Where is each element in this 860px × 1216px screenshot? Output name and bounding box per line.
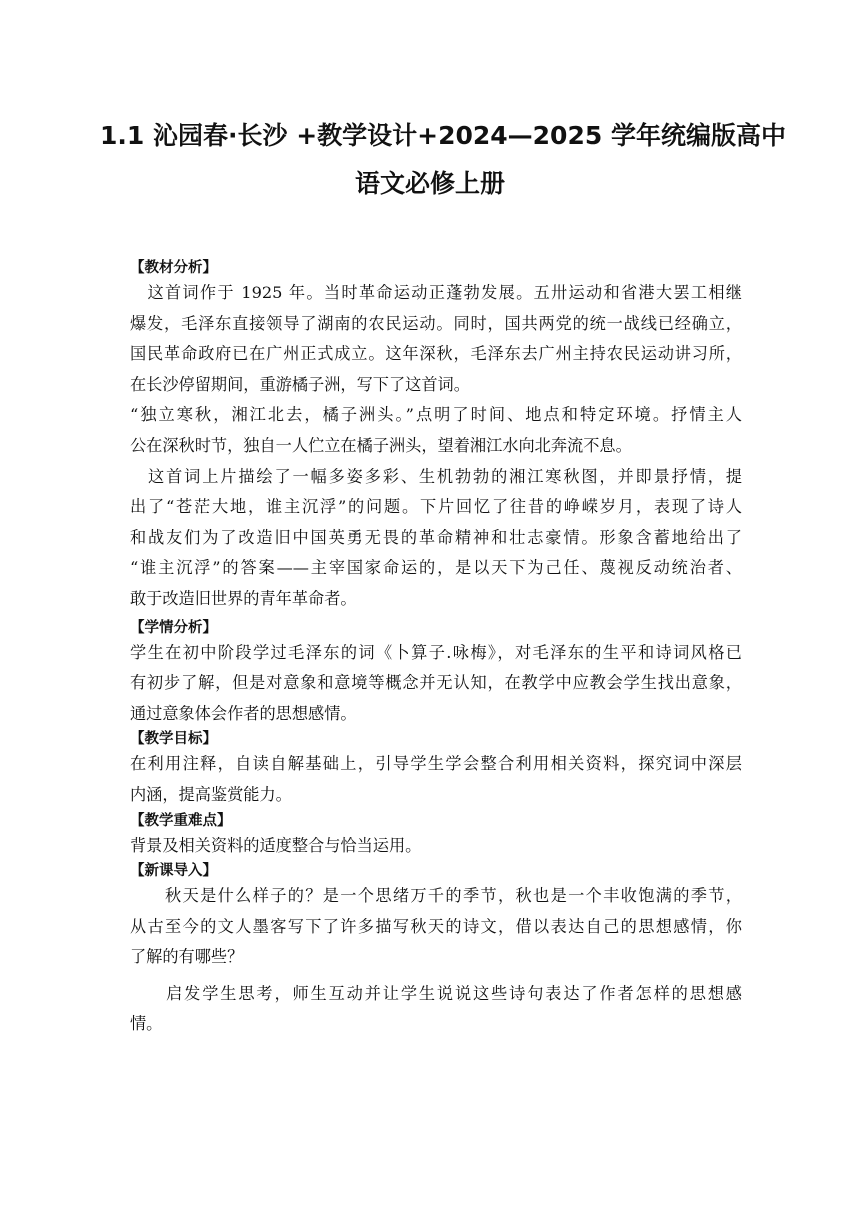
document-body <box>130 258 742 1040</box>
paragraph-textbook-analysis-2 <box>130 400 742 461</box>
text-line: 和战友们为了改造旧中国英勇无畏的革命精神和壮志豪情。形象含蓄地给出了 <box>130 527 742 547</box>
section-heading-lesson-intro: 【新课导入】 <box>130 863 217 880</box>
text-line: “谁主沉浮”的答案——主宰国家命运的，是以天下为己任、蔑视反动统治者、 <box>130 558 742 578</box>
text-line: 了解的有哪些？ <box>130 947 244 967</box>
text-line: 在长沙停留期间，重游橘子洲，写下了这首词。 <box>130 374 470 394</box>
paragraph-textbook-analysis-3 <box>130 462 742 615</box>
paragraph-lesson-intro-1 <box>130 881 742 973</box>
text-line: 在利用注释，自读自解基础上，引导学生学会整合利用相关资料，探究词中深层 <box>130 754 742 774</box>
title-line-1: 1.1 沁园春·长沙 +教学设计+2024—2025 学年统编版高中 <box>100 121 786 150</box>
text-line: 启发学生思考，师生互动并让学生说说这些诗句表达了作者怎样的思想感 <box>130 983 742 1003</box>
section-heading-teaching-goals: 【教学目标】 <box>130 731 217 748</box>
title-line-2: 语文必修上册 <box>354 169 505 198</box>
text-line: 通过意象体会作者的思想感情。 <box>130 703 357 723</box>
text-line: 背景及相关资料的适度整合与恰当运用。 <box>130 835 422 855</box>
paragraph-teaching-goals-1 <box>130 749 742 810</box>
text-line: 这首词作于 1925 年。当时革命运动正蓬勃发展。五卅运动和省港大罢工相继 <box>130 283 742 302</box>
paragraph-lesson-intro-2 <box>130 979 742 1040</box>
text-line: 情。 <box>130 1014 163 1034</box>
text-line: 敢于改造旧世界的青年革命者。 <box>130 588 357 608</box>
text-line: 爆发，毛泽东直接领导了湖南的农民运动。同时，国共两党的统一战线已经确立， <box>130 313 742 333</box>
text-line: 学生在初中阶段学过毛泽东的词《卜算子.咏梅》，对毛泽东的生平和诗词风格已 <box>130 642 742 662</box>
paragraph-textbook-analysis-1 <box>130 278 742 400</box>
section-heading-key-difficulties: 【教学重难点】 <box>130 812 232 829</box>
text-line: 公在深秋时节，独自一人伫立在橘子洲头，望着湘江水向北奔流不息。 <box>130 435 632 455</box>
text-line: 有初步了解，但是对意象和意境等概念并无认知，在教学中应教会学生找出意象， <box>130 673 742 693</box>
text-line: 秋天是什么样子的？是一个思绪万千的季节，秋也是一个丰收饱满的季节， <box>130 886 742 906</box>
paragraph-key-difficulties-1 <box>130 831 742 862</box>
text-line: 内涵，提高鉴赏能力。 <box>130 784 292 804</box>
text-line: 国民革命政府已在广州正式成立。这年深秋，毛泽东去广州主持农民运动讲习所， <box>130 344 742 364</box>
section-heading-textbook-analysis: 【教材分析】 <box>130 260 217 276</box>
section-heading-student-analysis: 【学情分析】 <box>130 619 217 636</box>
paragraph-student-analysis-1 <box>130 638 742 730</box>
text-line: 这首词上片描绘了一幅多姿多彩、生机勃勃的湘江寒秋图，并即景抒情，提 <box>130 466 742 486</box>
document-title <box>100 112 786 208</box>
text-line: 从古至今的文人墨客写下了许多描写秋天的诗文，借以表达自己的思想感情，你 <box>130 916 742 936</box>
text-line: “独立寒秋，湘江北去，橘子洲头。”点明了时间、地点和特定环境。抒情主人 <box>130 405 742 425</box>
text-line: 出了“苍茫大地，谁主沉浮”的问题。下片回忆了往昔的峥嵘岁月，表现了诗人 <box>130 497 742 517</box>
